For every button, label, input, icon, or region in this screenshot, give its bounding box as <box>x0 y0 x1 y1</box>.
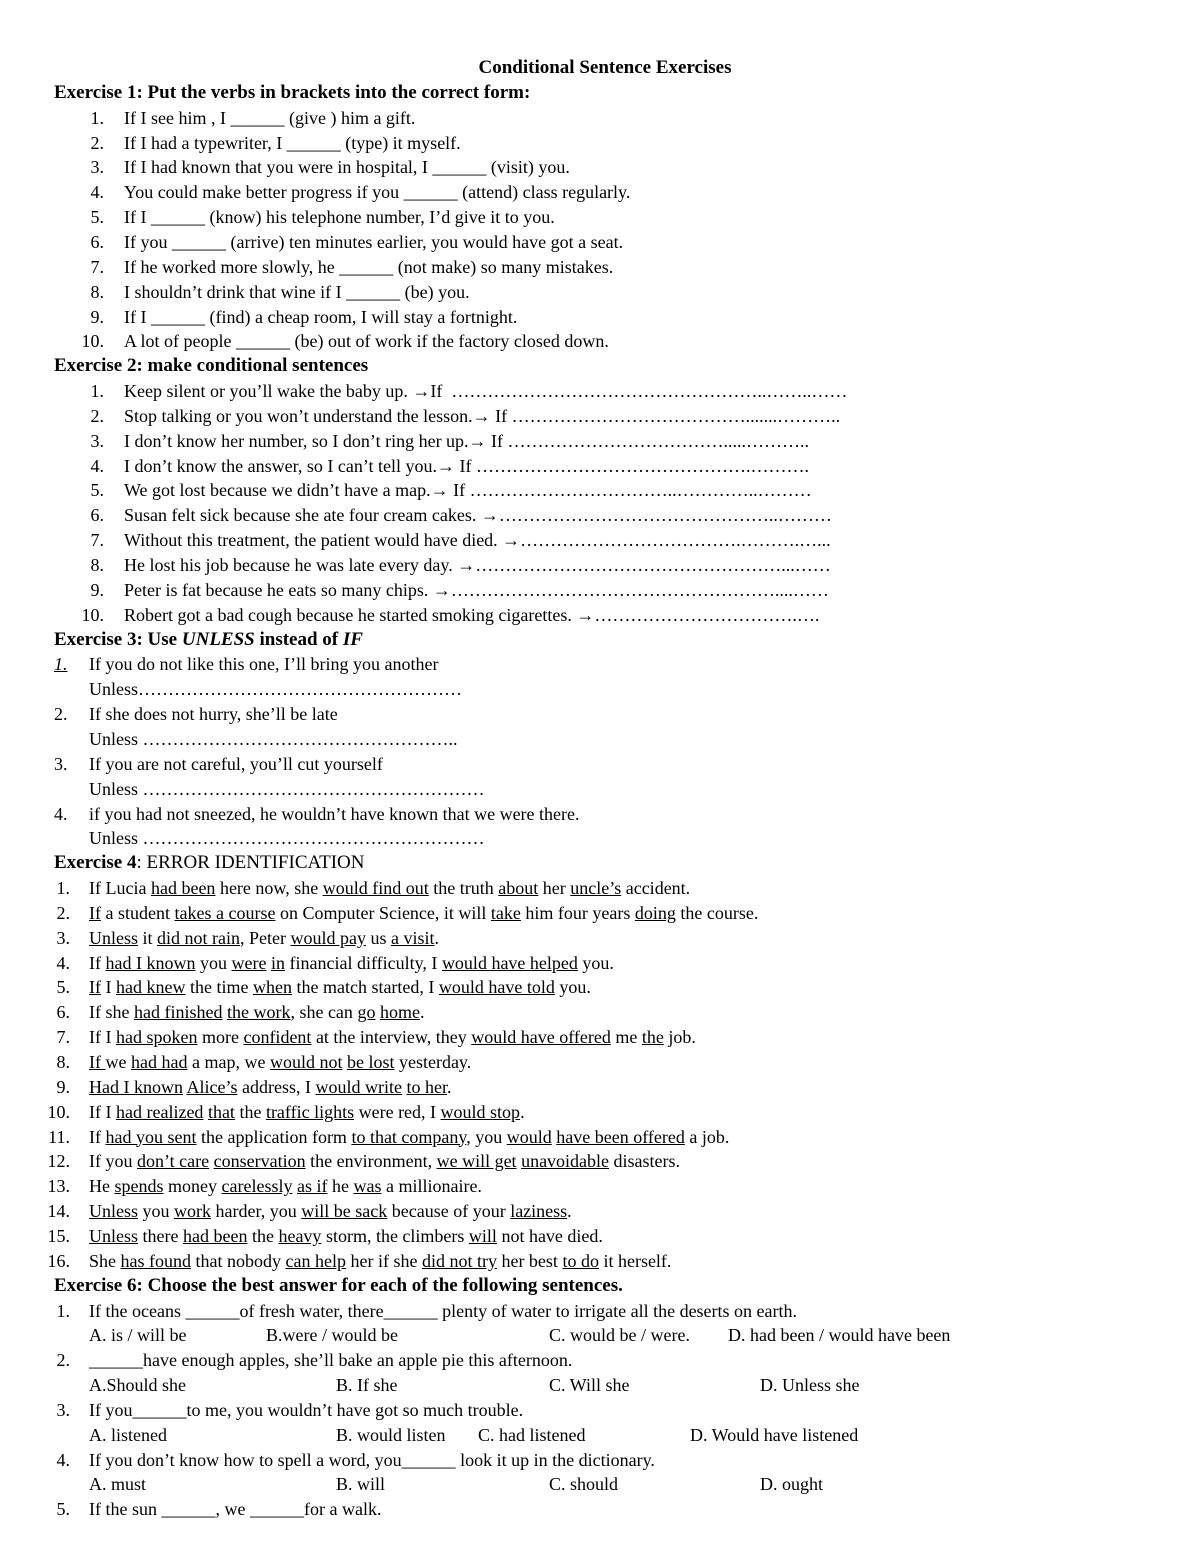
exercise-1-item-number: 6. <box>90 231 104 252</box>
exercise-2-item: Peter is fat because he eats so many chips. →………………………………………………....…… <box>124 579 829 600</box>
underlined-segment: the <box>641 1027 664 1048</box>
underlined-segment: unavoidable <box>521 1151 610 1172</box>
underlined-segment: would <box>506 1126 552 1147</box>
underlined-segment: had you sent <box>105 1126 197 1147</box>
text-segment: If I <box>89 1101 116 1122</box>
text-segment: her if she <box>345 1250 422 1271</box>
exercise-1-heading: Exercise 1: Put the verbs in brackets into the correct form: <box>54 81 531 103</box>
exercise-3-item: If you are not careful, you’ll cut yourself <box>89 753 383 774</box>
underlined-segment: had been <box>182 1225 248 1246</box>
underlined-segment: be lost <box>346 1052 395 1072</box>
exercise-6-option: C. should <box>549 1474 619 1495</box>
exercise-4-item-number: 6. <box>56 1002 70 1023</box>
underlined-segment: in <box>270 952 285 973</box>
exercise-2-item: Robert got a bad cough because he started smoking cigarettes. →…………………………….…. <box>124 604 820 625</box>
exercise-4-item <box>89 1174 482 1198</box>
text-segment: He <box>89 1176 115 1197</box>
underlined-segment: has found <box>120 1250 191 1271</box>
exercise-2-item: I don’t know the answer, so I can’t tell you.→ If ……………………………………….………. <box>124 455 810 476</box>
exercise-4-item <box>89 1224 603 1248</box>
exercise-6-option: B. would listen <box>336 1424 446 1445</box>
exercise-4-item-number: 16. <box>47 1250 70 1271</box>
text-segment: not have died. <box>496 1225 603 1246</box>
underlined-segment: had had <box>131 1052 188 1072</box>
exercise-3-item: If you do not like this one, I’ll bring you another <box>89 654 439 675</box>
exercise-4-item <box>89 1149 680 1173</box>
underlined-segment: to do <box>562 1250 599 1271</box>
exercise-3-answer-line: Unless …………………………………………….. <box>89 728 458 749</box>
text-segment: , you <box>466 1126 507 1147</box>
exercise-3-heading <box>54 628 363 652</box>
exercise-1-item: If I see him , I ______ (give ) him a gift. <box>124 107 416 128</box>
text-segment: the time <box>185 977 253 998</box>
exercise-6-option: D. Unless she <box>760 1375 860 1396</box>
exercise-1-item-number: 9. <box>90 306 104 327</box>
exercise-6-option: C. Will she <box>549 1375 630 1396</box>
underlined-segment: would pay <box>290 927 366 948</box>
exercise-2-item: Without this treatment, the patient would have died. →……………………………….……….…... <box>124 530 831 551</box>
text-segment: the match started, I <box>291 977 439 998</box>
exercise-6-option: D. Would have listened <box>690 1424 859 1445</box>
heading-text: instead of <box>254 628 343 650</box>
underlined-segment: can help <box>285 1250 346 1271</box>
underlined-segment: Unless <box>89 927 138 948</box>
underlined-segment: If <box>89 902 101 923</box>
exercise-4-item <box>89 1050 471 1074</box>
exercise-3-answer-line: Unless ………………………………………………… <box>89 828 485 849</box>
exercise-6-item-number: 1. <box>56 1300 70 1321</box>
text-segment: . <box>446 1076 452 1097</box>
exercise-1-item-number: 2. <box>90 132 104 153</box>
text-segment: a student <box>101 902 175 923</box>
exercise-6-option: C. would be / were. <box>549 1325 690 1346</box>
text-segment: there <box>138 1225 183 1246</box>
exercise-6-option: A. is / will be <box>89 1325 187 1346</box>
exercise-6-option: A. listened <box>89 1424 167 1445</box>
text-segment: money <box>163 1176 222 1197</box>
text-segment: her <box>538 878 571 899</box>
exercise-1-item: If I ______ (know) his telephone number, I’d give it to you. <box>124 207 555 228</box>
heading-text: Exercise 6 <box>54 1274 137 1296</box>
exercise-6-question: If the sun ______, we ______for a walk. <box>89 1499 382 1520</box>
underlined-segment: confident <box>243 1027 312 1048</box>
underlined-segment: will <box>468 1225 497 1246</box>
heading-text: : Choose the best answer for each of the following sentences. <box>136 1274 623 1296</box>
exercise-2-item: Keep silent or you’ll wake the baby up. →If ……………………………………………..……..…… <box>124 381 848 402</box>
page-title: Conditional Sentence Exercises <box>478 57 732 78</box>
text-segment: you <box>195 952 232 973</box>
exercise-3-item-number: 2. <box>54 704 68 725</box>
text-segment: on Computer Science, it will <box>275 902 491 923</box>
text-segment: . <box>520 1101 525 1122</box>
underlined-segment: as if <box>296 1176 328 1197</box>
underlined-segment: home <box>379 1002 420 1023</box>
exercise-4-item <box>89 975 591 999</box>
exercise-4-item-number: 1. <box>56 878 70 899</box>
heading-text: : <box>136 852 147 874</box>
exercise-4-item <box>89 1025 696 1049</box>
text-segment: . <box>434 927 440 948</box>
exercise-4-item-number: 5. <box>56 977 70 998</box>
underlined-segment: don’t care <box>137 1151 210 1172</box>
underlined-segment: spends <box>114 1176 164 1197</box>
exercise-2-item: Stop talking or you won’t understand the lesson.→ If ………………………………….......……….. <box>124 405 841 426</box>
exercise-6-item-number: 4. <box>56 1449 70 1470</box>
text-segment: he <box>327 1176 354 1197</box>
text-segment: the truth <box>428 878 499 899</box>
text-segment: I <box>101 977 116 998</box>
exercise-4-item-number: 10. <box>47 1101 70 1122</box>
underlined-segment: would find out <box>322 878 429 899</box>
text-segment: you. <box>577 952 614 973</box>
underlined-segment: to her <box>406 1076 447 1097</box>
underlined-segment: conservation <box>213 1151 306 1172</box>
exercise-1-item-number: 5. <box>90 207 104 228</box>
underlined-segment: about <box>498 878 539 899</box>
text-segment: here now, she <box>215 878 323 899</box>
exercise-6-option: A. must <box>89 1474 147 1495</box>
exercise-1-item-number: 3. <box>90 157 104 178</box>
exercise-4-item-number: 3. <box>56 927 70 948</box>
underlined-segment: doing <box>634 902 676 923</box>
exercise-1-item: If he worked more slowly, he ______ (not make) so many mistakes. <box>124 256 614 277</box>
text-segment: the application form <box>196 1126 352 1147</box>
exercise-6-question: If you don’t know how to spell a word, you______ look it up in the dictionary. <box>89 1449 655 1470</box>
underlined-segment: to that company <box>351 1126 467 1147</box>
exercise-6-question: ______have enough apples, she’ll bake an apple pie this afternoon. <box>89 1350 573 1371</box>
underlined-segment: did not rain <box>157 927 241 948</box>
text-segment: me <box>610 1027 642 1048</box>
text-segment: accident. <box>621 878 691 899</box>
exercise-1-item-number: 1. <box>90 107 104 128</box>
underlined-segment: heavy <box>278 1225 322 1246</box>
underlined-segment: take <box>490 902 521 923</box>
underlined-segment: Had I known <box>89 1076 183 1097</box>
exercise-4-item <box>89 901 758 925</box>
text-segment: the environment, <box>305 1151 437 1172</box>
exercise-1-item: You could make better progress if you ______ (attend) class regularly. <box>124 182 631 203</box>
exercise-3-answer-line: Unless……………………………………………… <box>89 679 462 700</box>
exercise-6-option: B.were / would be <box>266 1325 398 1346</box>
exercise-3-item-number: 3. <box>54 753 68 774</box>
text-segment: him four years <box>520 902 635 923</box>
text-segment: yesterday. <box>394 1052 472 1072</box>
underlined-segment: would have helped <box>441 952 578 973</box>
text-segment: harder, you <box>211 1201 302 1222</box>
text-segment: the <box>247 1225 279 1246</box>
text-segment: us <box>366 927 392 948</box>
text-segment: If <box>89 952 106 973</box>
text-segment: job. <box>663 1027 696 1048</box>
underlined-segment: would not <box>269 1052 343 1072</box>
exercise-6-item-number: 5. <box>56 1499 70 1520</box>
underlined-segment: were <box>231 952 267 973</box>
text-segment: If Lucia <box>89 878 151 899</box>
text-segment: She <box>89 1250 121 1271</box>
exercise-1-item-number: 4. <box>90 182 104 203</box>
text-segment: If you <box>89 1151 137 1172</box>
underlined-segment: will be sack <box>301 1201 388 1222</box>
text-segment: . <box>419 1002 425 1023</box>
underlined-segment: that <box>207 1101 235 1122</box>
text-segment: it <box>138 927 158 948</box>
text-segment: a millionaire. <box>381 1176 482 1197</box>
exercise-2-item-number: 2. <box>90 405 104 426</box>
exercise-4-item <box>89 1199 572 1223</box>
underlined-segment: Unless <box>89 1225 138 1246</box>
text-segment: address, I <box>237 1076 316 1097</box>
exercise-1-item-number: 8. <box>90 281 104 302</box>
exercise-3-item: if you had not sneezed, he wouldn’t have known that we were there. <box>89 803 580 824</box>
exercise-6-question: If you______to me, you wouldn’t have got so much trouble. <box>89 1399 524 1420</box>
text-segment: If I <box>89 1027 116 1048</box>
underlined-segment: had been <box>150 878 216 899</box>
exercise-2-item: Susan felt sick because she ate four cream cakes. →………………………………………..……… <box>124 505 832 526</box>
text-segment: because of your <box>387 1201 511 1222</box>
exercise-2-item-number: 8. <box>90 555 104 575</box>
text-segment: her best <box>496 1250 563 1271</box>
exercise-2-item-number: 7. <box>90 530 104 551</box>
exercise-6-option: D. had been / would have been <box>728 1325 951 1346</box>
exercise-6-option: B. If she <box>336 1375 398 1396</box>
exercise-2-item-number: 6. <box>90 505 104 526</box>
text-segment: financial difficulty, I <box>284 952 442 973</box>
text-segment: we <box>105 1052 131 1072</box>
exercise-4-item-number: 7. <box>56 1027 70 1048</box>
text-segment: were red, I <box>354 1101 441 1122</box>
underlined-segment: would have told <box>438 977 555 998</box>
heading-text: Exercise 3: Use <box>54 628 182 650</box>
exercise-2-item: I don’t know her number, so I don’t ring her up.→ If ……………………………….....……….. <box>124 430 810 451</box>
underlined-segment: Alice’s <box>186 1076 238 1097</box>
exercise-4-item-number: 11. <box>48 1126 70 1147</box>
underlined-segment: did not try <box>421 1250 497 1271</box>
exercise-4-item-number: 8. <box>56 1052 70 1072</box>
exercise-1-item: If you ______ (arrive) ten minutes earlier, you would have got a seat. <box>124 231 624 252</box>
text-segment: at the interview, they <box>311 1027 472 1048</box>
text-segment: If <box>89 1126 106 1147</box>
exercise-4-item-number: 12. <box>47 1151 70 1172</box>
exercise-1-item-number: 10. <box>81 331 104 352</box>
text-segment: disasters. <box>609 1151 681 1172</box>
exercise-4-item <box>89 1075 451 1099</box>
underlined-segment: If <box>89 977 101 998</box>
underlined-segment: Unless <box>89 1201 138 1222</box>
exercise-4-item <box>89 951 614 975</box>
exercise-4-item <box>89 876 690 900</box>
underlined-segment: when <box>252 977 292 998</box>
exercise-6-option: D. ought <box>760 1474 823 1495</box>
exercise-4-item-number: 9. <box>56 1076 70 1097</box>
underlined-segment: takes a course <box>174 902 276 923</box>
underlined-segment: was <box>353 1176 382 1197</box>
underlined-segment: had finished <box>133 1002 223 1023</box>
underlined-segment: would stop <box>440 1101 521 1122</box>
underlined-segment: If <box>89 1052 106 1072</box>
exercise-4-item-number: 13. <box>47 1176 70 1197</box>
text-segment: a job. <box>684 1126 730 1147</box>
underlined-segment: have been offered <box>556 1126 685 1147</box>
heading-text: Exercise 4 <box>54 852 137 874</box>
exercise-4-item <box>89 1125 729 1149</box>
exercise-2-item-number: 5. <box>90 480 104 501</box>
exercise-6-item-number: 3. <box>56 1399 70 1420</box>
underlined-segment: the work <box>226 1002 291 1023</box>
exercise-6-option: B. will <box>336 1474 386 1495</box>
underlined-segment: had knew <box>116 977 186 998</box>
exercise-6-option: C. had listened <box>478 1424 586 1445</box>
text-segment: , Peter <box>240 927 291 948</box>
text-segment: you. <box>554 977 591 998</box>
heading-keyword: IF <box>342 628 363 650</box>
exercise-3-item: If she does not hurry, she’ll be late <box>89 704 338 725</box>
underlined-segment: had realized <box>115 1101 204 1122</box>
exercise-2-heading: Exercise 2: make conditional sentences <box>54 355 369 377</box>
underlined-segment: a visit <box>391 927 435 948</box>
text-segment: that nobody <box>191 1250 286 1271</box>
exercise-6-heading <box>54 1274 623 1298</box>
exercise-4-item-number: 4. <box>56 952 70 973</box>
heading-keyword: UNLESS <box>181 628 255 650</box>
exercise-4-item <box>89 1000 424 1024</box>
underlined-segment: had spoken <box>115 1027 198 1048</box>
exercise-3-item-number: 1. <box>54 654 68 675</box>
text-segment: a map, we <box>187 1052 270 1072</box>
heading-text: ERROR IDENTIFICATION <box>146 852 365 874</box>
text-segment: storm, the climbers <box>321 1225 469 1246</box>
exercise-1-item-number: 7. <box>90 256 104 277</box>
exercise-4-item-number: 2. <box>56 902 70 923</box>
exercise-3-answer-line: Unless ………………………………………………… <box>89 778 485 799</box>
text-segment: If she <box>89 1002 134 1023</box>
exercise-6-option: A.Should she <box>89 1375 187 1396</box>
text-segment: more <box>197 1027 244 1048</box>
underlined-segment: laziness <box>510 1201 568 1222</box>
underlined-segment: we will get <box>436 1151 517 1172</box>
underlined-segment: uncle’s <box>570 878 622 899</box>
exercise-4-item <box>89 1249 671 1273</box>
exercise-6-question: If the oceans ______of fresh water, there______ plenty of water to irrigate all the deserts on earth. <box>89 1300 798 1321</box>
underlined-segment: work <box>174 1201 211 1222</box>
exercise-3-item-number: 4. <box>54 803 68 824</box>
underlined-segment: would have offered <box>471 1027 611 1048</box>
underlined-segment: traffic lights <box>265 1101 355 1122</box>
exercise-1-item: If I had known that you were in hospital, I ______ (visit) you. <box>124 157 570 178</box>
exercise-2-item-number: 3. <box>90 430 104 451</box>
exercise-4-heading <box>54 851 365 875</box>
underlined-segment: had I known <box>105 952 196 973</box>
exercise-1-item: I shouldn’t drink that wine if I ______ (be) you. <box>124 281 470 302</box>
text-segment: you <box>138 1201 174 1222</box>
exercise-2-item-number: 9. <box>90 579 104 600</box>
text-segment: it herself. <box>598 1250 672 1271</box>
text-segment: , she can <box>290 1002 358 1023</box>
exercise-1-item: If I had a typewriter, I ______ (type) it myself. <box>124 132 461 153</box>
exercise-2-item-number: 10. <box>81 604 104 625</box>
text-segment: the <box>234 1101 266 1122</box>
exercise-1-item: If I ______ (find) a cheap room, I will stay a fortnight. <box>124 306 518 327</box>
exercise-2-item: He lost his job because he was late every day. →……………………………………………...…… <box>124 555 831 575</box>
exercise-4-item-number: 15. <box>47 1225 70 1246</box>
text-segment: . <box>567 1201 572 1222</box>
exercise-4-item <box>89 1100 525 1124</box>
underlined-segment: go <box>357 1002 376 1023</box>
exercise-4-item-number: 14. <box>47 1201 70 1222</box>
exercise-2-item-number: 4. <box>90 455 104 476</box>
exercise-4-item <box>89 926 439 950</box>
exercise-6-item-number: 2. <box>56 1350 70 1371</box>
exercise-1-item: A lot of people ______ (be) out of work if the factory closed down. <box>124 331 609 352</box>
exercise-2-item: We got lost because we didn’t have a map.→ If ……………………………..…………..……… <box>124 480 812 501</box>
underlined-segment: would write <box>315 1076 402 1097</box>
exercise-2-item-number: 1. <box>90 381 104 402</box>
underlined-segment: carelessly <box>221 1176 293 1197</box>
text-segment: the course. <box>675 902 759 923</box>
